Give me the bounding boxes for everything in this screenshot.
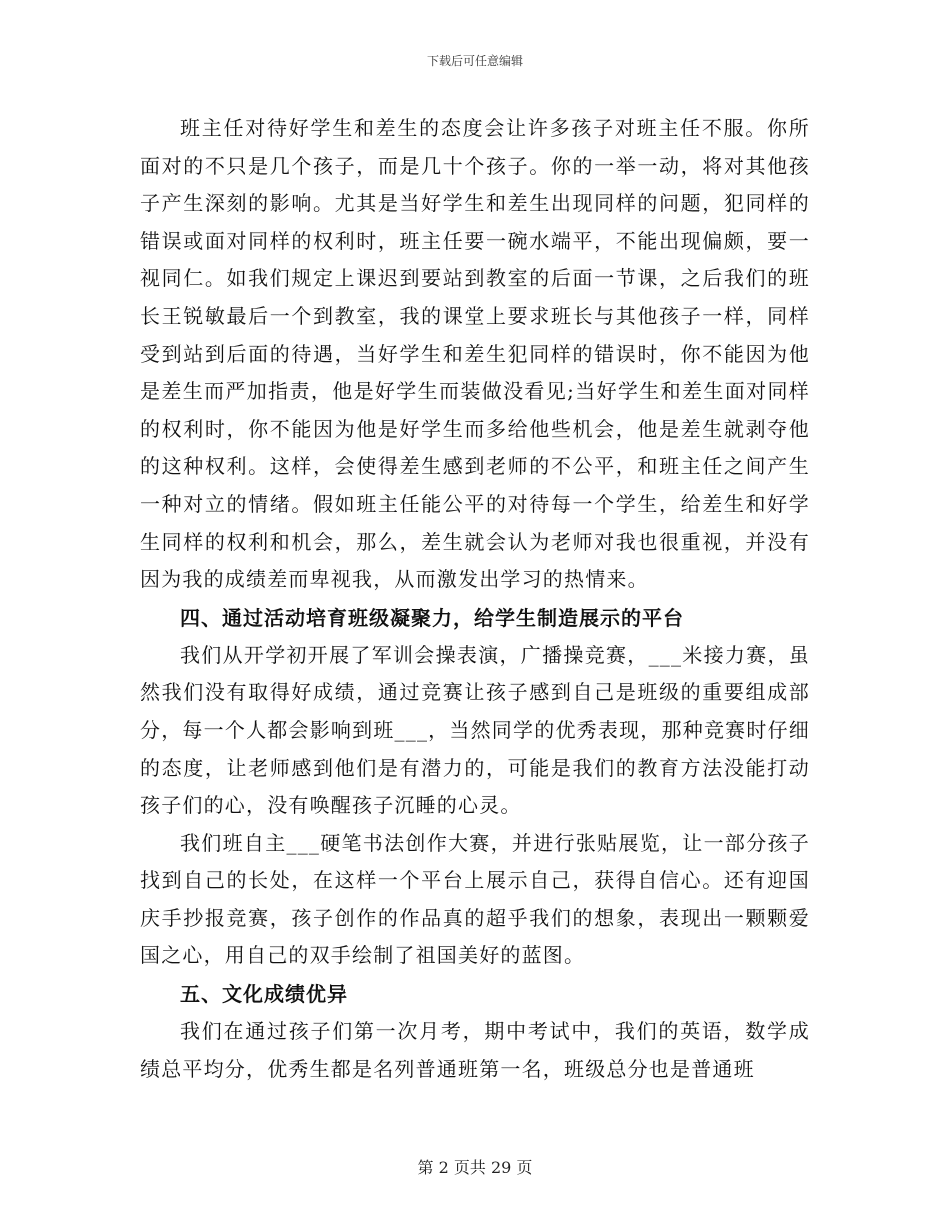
paragraph-calligraphy-contest: 我们班自主___硬笔书法创作大赛，并进行张贴展览，让一部分孩子找到自己的长处，在这样一个平台上展示自己，获得自信心。还有迎国庆手抄报竞赛，孩子创作的作品真的超乎我们的想象，表现出一颗颗爱国之心，用自己的双手绘制了祖国美好的蓝图。	[140, 830, 810, 968]
paragraph-teacher-fairness: 班主任对待好学生和差生的态度会让许多孩子对班主任不服。你所面对的不只是几个孩子，而是几十个孩子。你的一举一动，将对其他孩子产生深刻的影响。尤其是当好学生和差生出现同样的问题，犯同样的错误或面对同样的权利时，班主任要一碗水端平，不能出现偏颇，要一视同仁。如我们规定上课迟到要站到教室的后面一节课，之后我们的班长王锐敏最后一个到教室，我的课堂上要求班长与其他孩子一样，同样受到站到后面的待遇，当好学生和差生犯同样的错误时，你不能因为他是差生而严加指责，他是好学生而装做没看见;当好学生和差生面对同样的权利时，你不能因为他是好学生而多给他些机会，他是差生就剥夺他的这种权利。这样，会使得差生感到老师的不公平，和班主任之间产生一种对立的情绪。假如班主任能公平的对待每一个学生，给差生和好学生同样的权利和机会，那么，差生就会认为老师对我也很重视，并没有因为我的成绩差而卑视我，从而激发出学习的热情来。	[140, 116, 810, 592]
page-number: 第 2 页共 29 页	[417, 1158, 533, 1177]
page-header: 下载后可任意编辑	[426, 54, 523, 68]
section-heading-five: 五、文化成绩优异	[180, 982, 348, 1007]
paragraph-exam-results: 我们在通过孩子们第一次月考，期中考试中，我们的英语，数学成绩总平均分，优秀生都是名列普通班第一名，班级总分也是普通班	[140, 1019, 810, 1081]
paragraph-competitions: 我们从开学初开展了军训会操表演，广播操竞赛，___米接力赛，虽然我们没有取得好成绩，通过竞赛让孩子感到自己是班级的重要组成部分，每一个人都会影响到班___，当然同学的优秀表现，那种竞赛时仔细的态度，让老师感到他们是有潜力的，可能是我们的教育方法没能打动孩子们的心，没有唤醒孩子沉睡的心灵。	[140, 642, 810, 818]
section-heading-four: 四、通过活动培育班级凝聚力，给学生制造展示的平台	[180, 605, 684, 630]
document-body	[140, 110, 810, 1088]
